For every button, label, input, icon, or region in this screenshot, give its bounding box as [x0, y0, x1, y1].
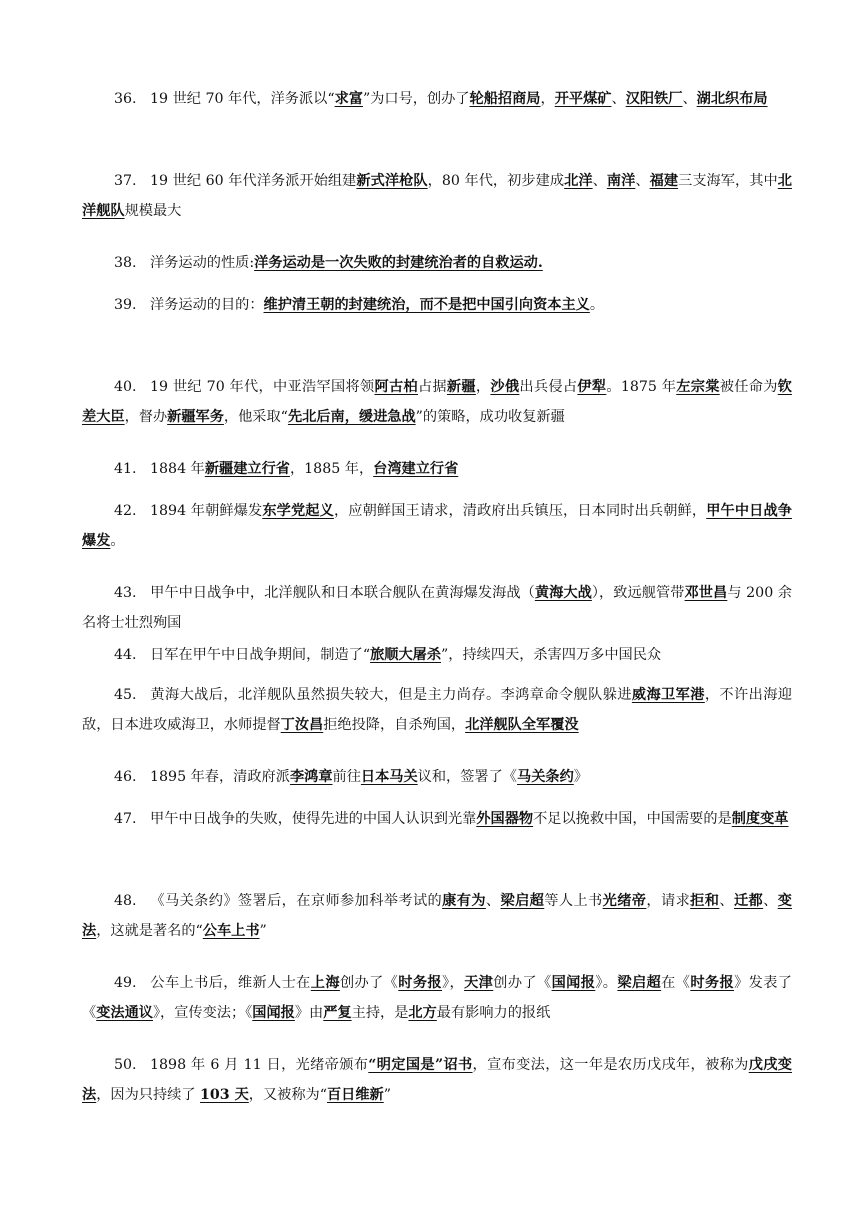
key-term: 开平煤矿: [554, 91, 612, 107]
item-text: ，不许出海迎敌，日本进攻威海卫，水师提督: [82, 687, 792, 733]
key-term: 梁启超: [617, 975, 662, 991]
key-term: 新式洋枪队: [356, 173, 428, 189]
item-text: 19 世纪 70 年代，中亚浩罕国将领: [150, 379, 375, 395]
item-text: 、: [485, 893, 501, 909]
item-text: 创办了《: [493, 975, 552, 991]
list-item: [82, 166, 792, 226]
item-text: 洋务运动的性质:: [150, 255, 255, 271]
item-number: 36.: [114, 91, 137, 107]
list-item: [82, 248, 792, 278]
item-number: 48.: [114, 893, 137, 909]
key-term: 福建: [649, 173, 679, 189]
key-term: 日本马关: [360, 769, 418, 785]
key-term: 新疆建立行省: [204, 461, 290, 477]
key-term: 北洋: [564, 173, 593, 189]
list-item: [82, 454, 792, 484]
item-text: 被任命为: [719, 379, 778, 395]
item-text: 创办了《: [339, 975, 399, 991]
item-number: 40.: [114, 379, 137, 395]
item-number: 43.: [114, 585, 137, 601]
item-text: 1895 年春，清政府派: [150, 769, 290, 785]
key-term: 变法通议: [96, 1005, 153, 1021]
item-text: 日军在甲午中日战争期间，制造了“: [150, 647, 371, 663]
key-term: 台湾建立行省: [373, 461, 459, 477]
item-text: ”，持续四天，杀害四万多中国民众: [441, 647, 662, 663]
list-item: [82, 290, 792, 320]
item-number: 50.: [114, 1057, 137, 1073]
key-term: 威海卫军港: [631, 687, 705, 703]
key-term: 变法: [82, 893, 792, 939]
key-term: 康有为: [442, 893, 486, 909]
key-term: 洋务运动是一次失败的封建统治者的自救运动.: [254, 255, 543, 271]
item-text: ，: [475, 379, 491, 395]
key-term: 拒和: [690, 893, 720, 909]
list-item: [82, 578, 792, 638]
item-text: 等人上书: [544, 893, 603, 909]
item-text: ，: [540, 91, 555, 107]
item-text: 议和，签署了《: [417, 769, 517, 785]
key-term: 戊戌变法: [82, 1057, 792, 1103]
key-term: 湖北织布局: [696, 91, 768, 107]
item-text: ”: [383, 1087, 392, 1103]
key-term: 阿古柏: [374, 379, 418, 395]
item-number: 38.: [114, 255, 137, 271]
key-term: 外国器物: [476, 811, 534, 827]
item-number: 37.: [114, 173, 137, 189]
item-text: 主持，是: [351, 1005, 409, 1021]
key-term: 北方: [408, 1005, 437, 1021]
item-text: ，请求: [646, 893, 691, 909]
item-text: 黄海大战后，北洋舰队虽然损失较大，但是主力尚存。李鸿章命令舰队躲进: [150, 687, 632, 703]
key-term: 北洋舰队全军覆没: [465, 717, 579, 733]
item-text: 与 200 余名将士壮烈殉国: [82, 585, 792, 631]
item-text: 、: [763, 893, 778, 909]
item-text: 三支海军，其中: [678, 173, 778, 189]
key-term: 新疆军务: [167, 409, 224, 425]
key-term: 伊犁: [577, 379, 607, 395]
key-term: 左宗棠: [676, 379, 720, 395]
list-item: [82, 680, 792, 740]
key-term: 旅顺大屠杀: [370, 647, 442, 663]
item-text: ），致远舰管带: [591, 585, 685, 601]
key-term: 北洋舰队: [82, 173, 792, 219]
key-term: 公车上书: [202, 923, 260, 939]
item-text: 》: [573, 769, 588, 785]
key-term: 沙俄: [490, 379, 520, 395]
key-term: 严复: [323, 1005, 352, 1021]
item-text: 、: [592, 173, 607, 189]
item-text: 19 世纪 70 年代，洋务派以“: [150, 91, 335, 107]
key-term: 光绪帝: [602, 893, 647, 909]
key-term: 汉阳铁厂: [625, 91, 683, 107]
item-text: ，宣布变法，这一年是农历戊戌年，被称为: [472, 1057, 749, 1073]
key-term: 钦差大臣: [82, 379, 792, 425]
item-number: 44.: [114, 647, 137, 663]
key-term: 东学党起义: [262, 503, 334, 519]
item-text: 1894 年朝鲜爆发: [150, 503, 263, 519]
item-text: ，又被称为“: [248, 1087, 327, 1103]
item-text: 洋务运动的目的：: [150, 297, 264, 313]
item-text: 。: [589, 297, 605, 313]
key-term: 黄海大战: [534, 585, 592, 601]
item-text: 甲午中日战争中，北洋舰队和日本联合舰队在黄海爆发海战（: [150, 585, 535, 601]
list-item: [82, 762, 792, 792]
item-text: ，80 年代，初步建成: [427, 173, 565, 189]
item-text: ”为口号，创办了: [362, 91, 470, 107]
item-text: 、: [611, 91, 626, 107]
list-item: [82, 1050, 792, 1110]
item-text: 在《: [661, 975, 691, 991]
key-term: 103 天: [200, 1087, 249, 1103]
list-item: [82, 804, 792, 834]
key-term: 国闻报: [551, 975, 596, 991]
key-term: 百日维新: [326, 1087, 384, 1103]
item-text: 不足以挽救中国，中国需要的是: [533, 811, 732, 827]
item-text: ”的策略，成功收复新疆: [415, 409, 565, 425]
list-item: [82, 372, 792, 432]
key-term: 国闻报: [252, 1005, 295, 1021]
list-item: [82, 886, 792, 946]
list-item: [82, 968, 792, 1028]
item-text: 拒绝投降，自杀殉国，: [323, 717, 466, 733]
item-text: 1884 年: [150, 461, 205, 477]
key-term: 轮船招商局: [469, 91, 541, 107]
item-text: 》发表了《: [82, 975, 792, 1021]
item-number: 42.: [114, 503, 137, 519]
item-text: 》。: [595, 975, 618, 991]
key-term: 马关条约: [517, 769, 574, 785]
key-term: 南洋: [606, 173, 636, 189]
item-text: 。: [110, 533, 125, 549]
item-text: 、: [719, 893, 734, 909]
key-term: “明定国是”诏书: [368, 1057, 473, 1073]
item-number: 47.: [114, 811, 137, 827]
key-term: 邓世昌: [684, 585, 728, 601]
item-text: 最有影响力的报纸: [436, 1005, 551, 1021]
item-text: 占据: [417, 379, 447, 395]
item-number: 49.: [114, 975, 137, 991]
item-text: ，1885 年，: [289, 461, 374, 477]
item-text: ”: [259, 923, 267, 939]
item-text: 19 世纪 60 年代洋务派开始组建: [150, 173, 357, 189]
item-text: 规模最大: [124, 203, 182, 219]
item-text: 》，: [442, 975, 465, 991]
key-term: 甲午中日战争爆发: [82, 503, 792, 549]
item-number: 46.: [114, 769, 137, 785]
item-text: ，督办: [124, 409, 168, 425]
item-text: ，应朝鲜国王请求，清政府出兵镇压，日本同时出兵朝鲜，: [333, 503, 707, 519]
item-text: 前往: [332, 769, 361, 785]
list-item: [82, 84, 792, 114]
key-term: 迁都: [733, 893, 764, 909]
item-text: 》，宣传变法；《: [152, 1005, 253, 1021]
list-item: [82, 496, 792, 556]
item-number: 45.: [114, 687, 137, 703]
key-term: 先北后南，缓进急战: [287, 409, 416, 425]
key-term: 时务报: [398, 975, 443, 991]
item-text: 出兵侵占: [519, 379, 578, 395]
key-term: 制度变革: [731, 811, 789, 827]
key-term: 天津: [464, 975, 494, 991]
key-term: 求富: [334, 91, 363, 107]
item-text: ，因为只持续了: [96, 1087, 201, 1103]
key-term: 李鸿章: [289, 769, 333, 785]
key-term: 时务报: [690, 975, 735, 991]
key-term: 维护清王朝的封建统治，而不是把中国引向资本主义: [263, 297, 590, 313]
item-text: 1898 年 6 月 11 日，光绪帝颁布: [150, 1057, 369, 1073]
item-text: 、: [635, 173, 650, 189]
item-text: ，这就是著名的“: [96, 923, 203, 939]
item-number: 41.: [114, 461, 137, 477]
key-term: 丁汝昌: [280, 717, 324, 733]
item-text: ，他采取“: [223, 409, 288, 425]
item-number: 39.: [114, 297, 137, 313]
key-term: 新疆: [446, 379, 476, 395]
list-item: [82, 640, 792, 670]
item-text: 。1875 年: [606, 379, 677, 395]
item-text: 、: [682, 91, 697, 107]
item-text: 》由: [294, 1005, 324, 1021]
key-term: 上海: [310, 975, 340, 991]
item-text: 公车上书后，维新人士在: [150, 975, 311, 991]
item-text: 《马关条约》签署后，在京师参加科举考试的: [150, 893, 443, 909]
item-text: 甲午中日战争的失败，使得先进的中国人认识到光靠: [150, 811, 477, 827]
key-term: 梁启超: [500, 893, 545, 909]
